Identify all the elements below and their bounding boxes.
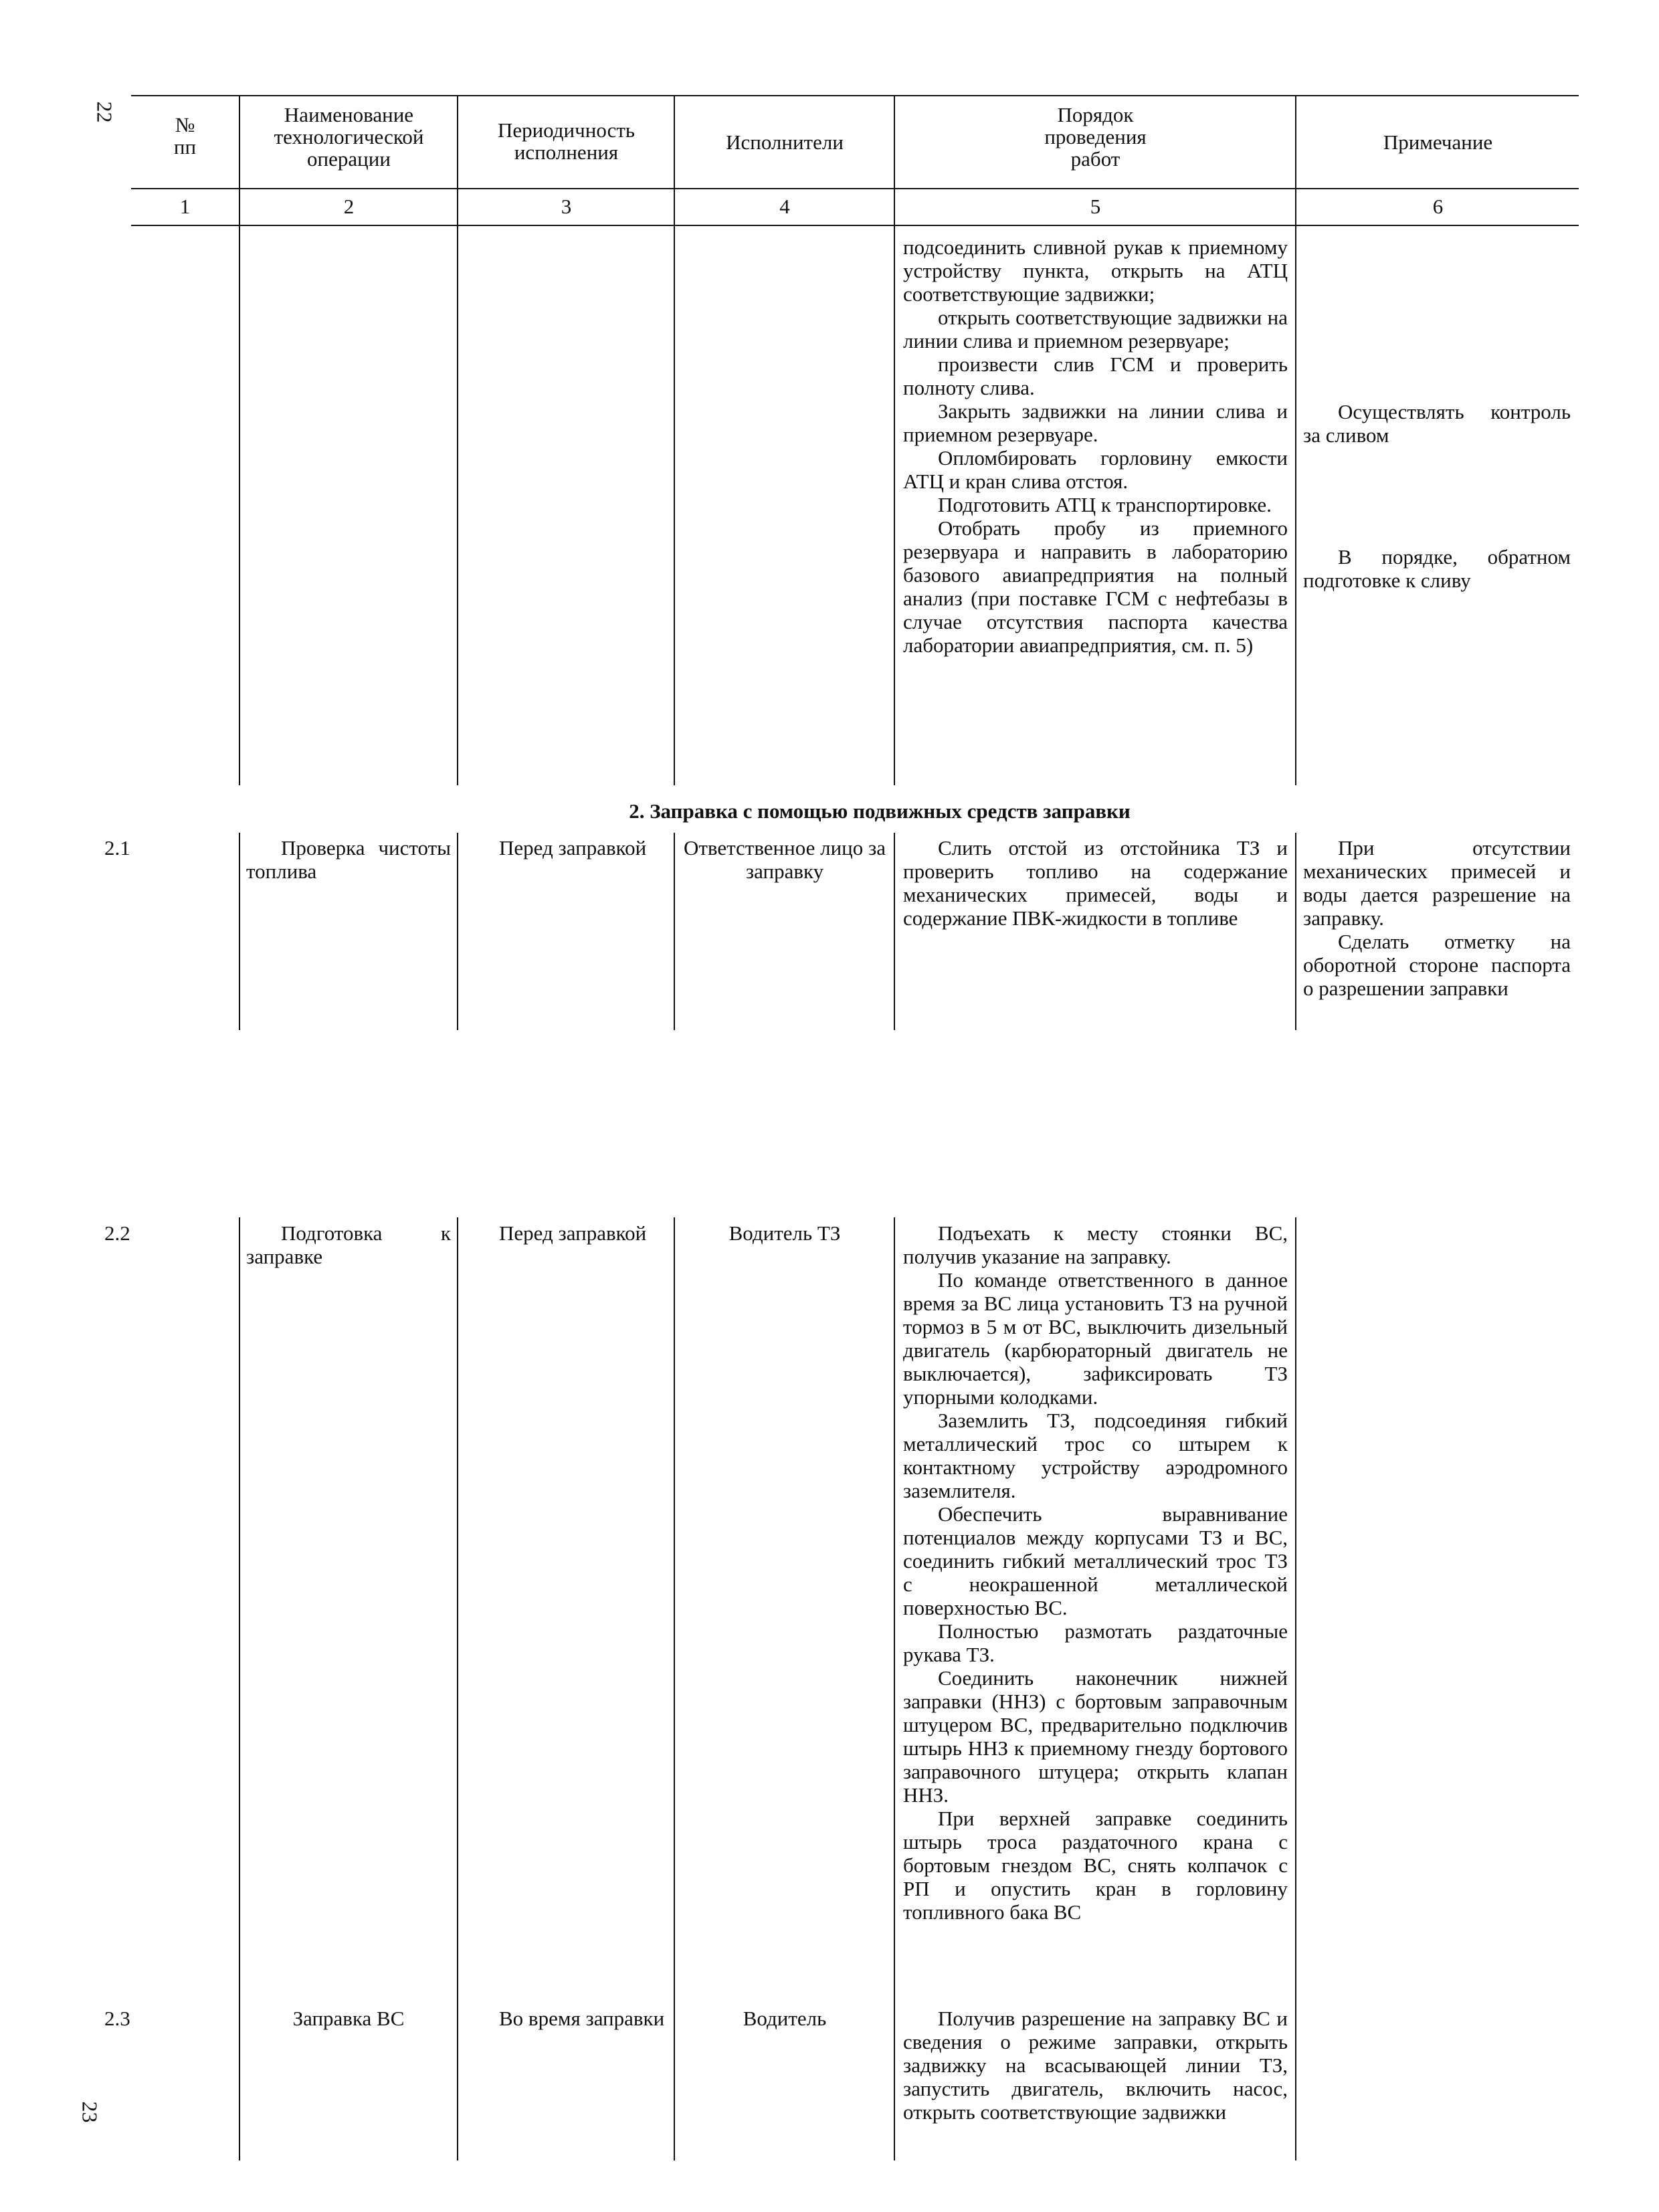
row-note xyxy=(1303,836,1571,1000)
procedure-paragraph: Заземлить ТЗ, подсоединяя гибкий металлический трос со штырем к контактному устройству аэродромного заземлителя. xyxy=(903,1409,1288,1502)
column-divider xyxy=(894,225,895,785)
procedure-text xyxy=(903,235,1288,657)
column-divider xyxy=(457,1217,458,2160)
row-periodicity xyxy=(464,2007,668,2030)
header-col-periodicity: Периодичность исполнения xyxy=(497,118,636,164)
note-text xyxy=(1303,400,1571,447)
procedure-paragraph: Полностью размотать раздаточные рукава ТЗ. xyxy=(903,1619,1288,1666)
row-number xyxy=(104,836,239,860)
col-number-1: 1 xyxy=(179,195,191,218)
header-col-procedure: Порядок проведения работ xyxy=(1044,103,1147,171)
row-number-text: 2.3 xyxy=(104,2007,130,2030)
row-procedure xyxy=(903,1221,1288,1924)
column-divider xyxy=(1295,833,1296,1030)
header-col-operation: Наименование технологической операции xyxy=(274,103,424,171)
procedure-paragraph: Получив разрешение на заправку ВС и сведения о режиме заправки, открыть задвижку на всасывающей линии ТЗ, запустить двигатель, включить насос, открыть соответствующие задвижки xyxy=(903,2007,1288,2124)
row-periodicity-text: Перед заправкой xyxy=(499,1221,647,1245)
col-number-3: 3 xyxy=(561,195,572,218)
row-number xyxy=(104,2007,239,2030)
header-col-note: Примечание xyxy=(1383,130,1493,154)
row-operation-text: Проверка чистоты топлива xyxy=(246,836,451,883)
column-divider xyxy=(894,1217,895,2160)
column-divider xyxy=(674,225,675,785)
table-top-rule xyxy=(131,95,1579,96)
row-periodicity xyxy=(464,1221,668,1245)
procedure-paragraph: По команде ответственного в данное время за ВС лица установить ТЗ на ручной тормоз в 5 м от ВС, выключить дизельный двигатель (карбюраторный двигатель не выключается), зафиксировать ТЗ упорными колодками. xyxy=(903,1268,1288,1409)
row-number-text: 2.1 xyxy=(104,836,130,860)
column-divider xyxy=(239,833,240,1030)
col-number-2: 2 xyxy=(343,195,355,218)
page-number-bottom: 23 xyxy=(78,2101,102,2123)
row-periodicity-text: Перед заправкой xyxy=(499,836,647,860)
row-executor xyxy=(678,1221,891,1245)
procedure-paragraph: Закрыть задвижки на линии слива и приемном резервуаре. xyxy=(903,399,1288,446)
procedure-paragraph: Опломбировать горловину емкости АТЦ и кран слива отстоя. xyxy=(903,446,1288,493)
row-periodicity-text: Во время заправки xyxy=(499,2007,665,2030)
note-text xyxy=(1303,545,1571,592)
column-divider xyxy=(457,225,458,785)
procedure-paragraph: Подъехать к месту стоянки ВС, получив указание на заправку. xyxy=(903,1221,1288,1268)
procedure-paragraph: Соединить наконечник нижней заправки (ННЗ) с бортовым заправочным штуцером ВС, предварительно подключив штырь ННЗ к приемному гнезду бортового заправочного штуцера; открыть клапан ННЗ. xyxy=(903,1666,1288,1807)
procedure-paragraph: Подготовить АТЦ к транспортировке. xyxy=(938,493,1272,516)
header-divider xyxy=(894,95,895,225)
procedure-paragraph: При верхней заправке соединить штырь троса раздаточного крана с бортовым гнездом ВС, снять колпачок с РП и опустить кран в горловину топливного бака ВС xyxy=(903,1807,1288,1924)
row-operation-text: Подготовка к заправке xyxy=(246,1221,451,1268)
column-divider xyxy=(457,833,458,1030)
column-divider xyxy=(894,833,895,1030)
note-paragraph: В порядке, обратном подготовке к сливу xyxy=(1303,545,1571,592)
col-numbers-bottom-rule xyxy=(131,225,1579,226)
note-paragraph: Осуществлять контроль за сливом xyxy=(1303,400,1571,447)
header-divider xyxy=(674,95,675,225)
procedure-paragraph: Обеспечить выравнивание потенциалов между корпусами ТЗ и ВС, соединить гибкий металлический трос ТЗ с неокрашенной металлической поверхностью ВС. xyxy=(903,1502,1288,1619)
row-operation xyxy=(246,2007,451,2030)
column-divider xyxy=(239,225,240,785)
col-number-4: 4 xyxy=(779,195,790,218)
row-number-text: 2.2 xyxy=(104,1221,130,1245)
procedure-paragraph: подсоединить сливной рукав к приемному устройству пункта, открыть на АТЦ соответствующие задвижки; xyxy=(903,235,1288,306)
row-operation-text: Заправка ВС xyxy=(292,2007,405,2030)
column-divider xyxy=(674,1217,675,2160)
note-paragraph: Сделать отметку на оборотной стороне паспорта о разрешении заправки xyxy=(1303,930,1571,1000)
row-procedure xyxy=(903,836,1288,930)
row-executor xyxy=(678,836,891,883)
row-number xyxy=(104,1221,239,1245)
row-periodicity xyxy=(464,836,668,860)
column-divider xyxy=(674,833,675,1030)
note-paragraph: При отсутствии механических примесей и воды дается разрешение на заправку. xyxy=(1303,836,1571,930)
row-executor-text: Ответственное лицо за заправку xyxy=(683,836,886,883)
header-col-number: № пп xyxy=(173,113,197,159)
col-number-6: 6 xyxy=(1432,195,1444,218)
page-number-top: 22 xyxy=(92,101,117,123)
procedure-paragraph: Отобрать пробу из приемного резервуара и направить в лабораторию базового авиапредприятия на полный анализ (при поставке ГСМ с нефтебазы в случае отсутствия паспорта качества лаборатории авиапредприятия, см. п. 5) xyxy=(903,516,1288,657)
procedure-paragraph: открыть соответствующие задвижки на линии слива и приемном резервуаре; xyxy=(903,306,1288,353)
row-executor-text: Водитель xyxy=(743,2007,827,2030)
section-title: 2. Заправка с помощью подвижных средств заправки xyxy=(629,799,1131,823)
column-divider xyxy=(239,1217,240,2160)
row-executor-text: Водитель ТЗ xyxy=(728,1221,841,1245)
header-divider xyxy=(457,95,458,225)
column-divider xyxy=(1295,225,1296,785)
procedure-paragraph: произвести слив ГСМ и проверить полноту слива. xyxy=(903,353,1288,399)
procedure-paragraph: Слить отстой из отстойника ТЗ и проверить топливо на содержание механических примесей, воды и содержание ПВК-жидкости в топливе xyxy=(903,836,1288,930)
row-procedure xyxy=(903,2007,1288,2124)
header-divider xyxy=(1295,95,1296,225)
row-operation xyxy=(246,836,451,883)
row-operation xyxy=(246,1221,451,1268)
header-bottom-rule xyxy=(131,188,1579,189)
header-col-executors: Исполнители xyxy=(726,130,844,154)
col-number-5: 5 xyxy=(1090,195,1101,218)
header-divider xyxy=(239,95,240,225)
row-executor xyxy=(678,2007,891,2030)
column-divider xyxy=(1295,1217,1296,2160)
